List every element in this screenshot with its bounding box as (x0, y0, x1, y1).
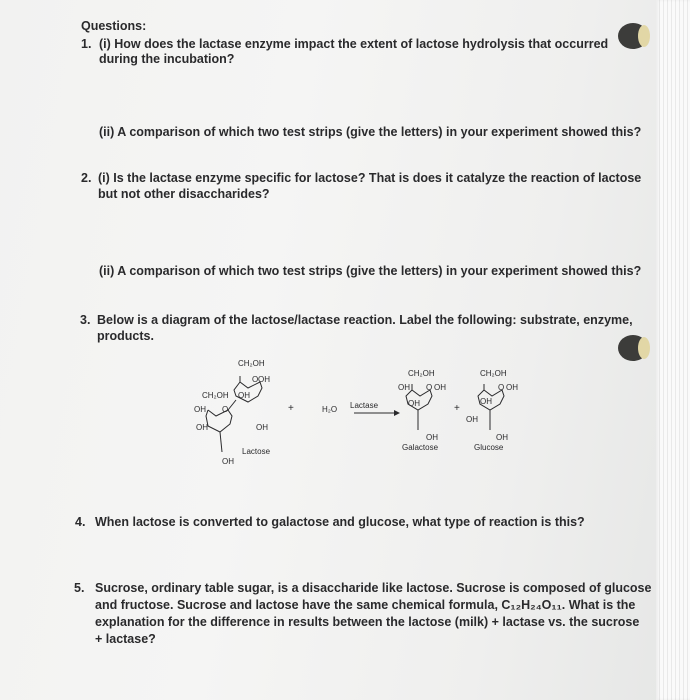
q4-line1: When lactose is converted to galactose and glucose, what type of reaction is this? (95, 515, 585, 529)
glucose-oh-2: OH (480, 397, 492, 406)
galactose-ring-o: O (426, 383, 433, 392)
lactose-oh-bond (220, 432, 222, 452)
notebook-page-edges (656, 0, 690, 700)
q3-line1: Below is a diagram of the lactose/lactase reaction. Label the following: substrate, enzyme, (97, 313, 633, 327)
plus-sign-1: + (288, 403, 294, 414)
reaction-arrowhead (394, 410, 400, 416)
galactose-oh-2: OH (434, 383, 446, 392)
q2-part2: (ii) A comparison of which two test strips (give the letters) in your experiment showed this? (99, 264, 642, 278)
q4-number: 4. (75, 515, 86, 529)
lactose-lactase-reaction-diagram (186, 352, 526, 477)
q1-part2: (ii) A comparison of which two test strips (give the letters) in your experiment showed this? (99, 125, 642, 139)
glucose-oh-3: OH (466, 415, 478, 424)
lactose-oh-1: OH (258, 375, 270, 384)
lactose-ring-o: O (252, 375, 259, 384)
q1-part1-line2: during the incubation? (99, 52, 235, 66)
q1-number: 1. (81, 37, 92, 51)
q5-line1: Sucrose, ordinary table sugar, is a disaccharide like lactose. Sucrose is composed of glucose (95, 581, 652, 595)
glucose-ring-o: O (498, 383, 505, 392)
galactose-oh-4: OH (426, 433, 438, 442)
lactose-oh-2: OH (238, 391, 250, 400)
lactose-oh-bottom: OH (222, 457, 234, 466)
lactose-oh-5: OH (256, 423, 268, 432)
binder-hole-top (618, 23, 648, 49)
galactose-oh-3: OH (408, 399, 420, 408)
enzyme-label: Lactase (350, 401, 379, 410)
lactose-oh-3: OH (194, 405, 206, 414)
q3-number: 3. (80, 313, 91, 327)
lactose-ch2oh-left: CH₂OH (202, 391, 229, 400)
lactose-glycosidic-bond (228, 400, 236, 410)
q2-number: 2. (81, 171, 92, 185)
q2-part1-line1: (i) Is the lactase enzyme specific for lactose? That is does it catalyze the reaction of lactose (98, 171, 642, 185)
glucose-oh-1: OH (506, 383, 518, 392)
glucose-label: Glucose (474, 443, 504, 452)
lactose-oh-4: OH (196, 423, 208, 432)
galactose-label: Galactose (402, 443, 439, 452)
lactose-label: Lactose (242, 447, 271, 456)
glucose-ch2oh: CH₂OH (480, 369, 507, 378)
q5-number: 5. (74, 581, 85, 595)
galactose-ch2oh: CH₂OH (408, 369, 435, 378)
q5-line4: + lactase? (95, 632, 156, 646)
q2-part1-line2: but not other disaccharides? (98, 187, 270, 201)
lactose-bridge-o: O (222, 405, 229, 414)
plus-sign-2: + (454, 403, 460, 414)
questions-heading: Questions: (81, 19, 147, 33)
lactose-ch2oh-top: CH₂OH (238, 359, 265, 368)
q3-line2: products. (97, 329, 154, 343)
water-label: H₂O (322, 405, 338, 414)
q5-line3: explanation for the difference in results between the lactose (milk) + lactase vs. the sucrose (95, 615, 640, 629)
q1-part1-line1: (i) How does the lactase enzyme impact the extent of lactose hydrolysis that occurred (99, 37, 609, 51)
q5-line2: and fructose. Sucrose and lactose have the same chemical formula, C₁₂H₂₄O₁₁. What is the (95, 598, 636, 612)
glucose-oh-4: OH (496, 433, 508, 442)
galactose-oh-1: OH (398, 383, 410, 392)
binder-hole-middle (618, 335, 648, 361)
